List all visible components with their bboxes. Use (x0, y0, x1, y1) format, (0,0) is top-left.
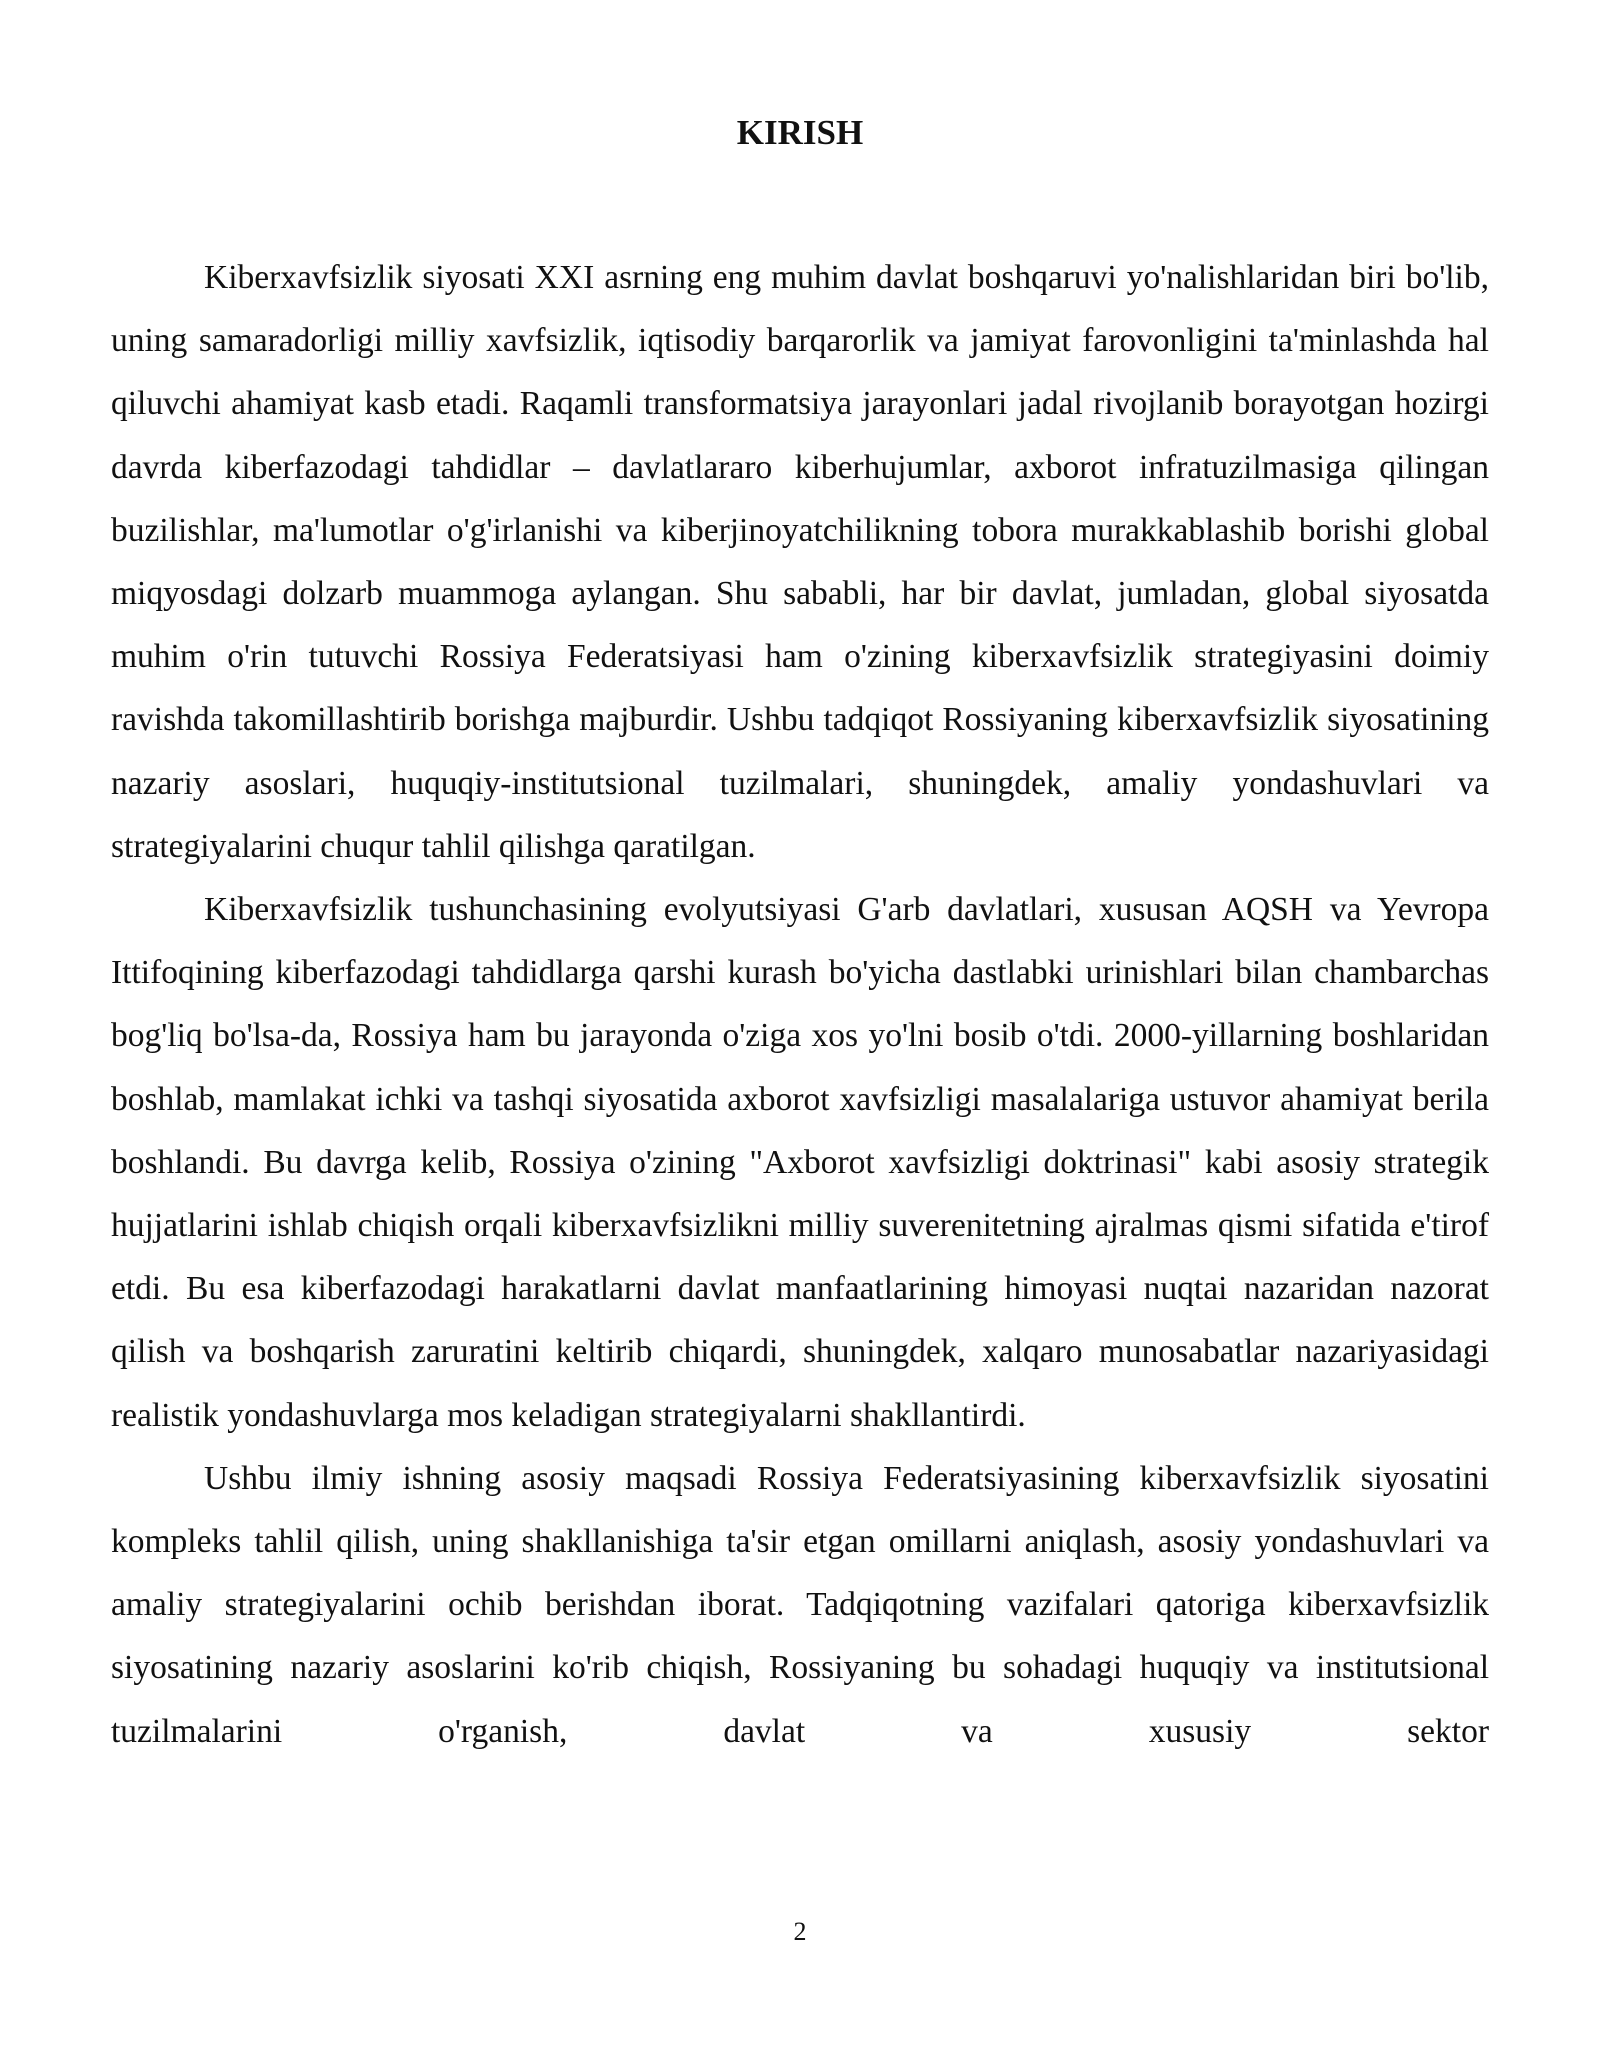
section-title: KIRISH (736, 113, 864, 152)
page-number: 2 (793, 1917, 807, 1946)
paragraph-evolution: Kiberxavfsizlik tushunchasining evolyutsiyasi G'arb davlatlari, xususan AQSH va Yevropa Ittifoqining kiberfazodagi tahdidlarga qarshi kurash bo'yicha dastlabki urinishlari bilan chambarchas bog'liq bo'lsa-da, Rossiya ham bu jarayonda o'ziga xos yo'lni bosib o'tdi. 2000-yillarning boshlaridan boshlab, mamlakat ichki va tashqi siyosatida axborot xavfsizligi masalalariga ustuvor ahamiyat berila boshlandi. Bu davrga kelib, Rossiya o'zining "Axborot xavfsizligi doktrinasi" kabi asosiy strategik hujjatlarini ishlab chiqish orqali kiberxavfsizlikni milliy suverenitetning ajralmas qismi sifatida e'tirof etdi. Bu esa kiberfazodagi harakatlarni davlat manfaatlarining himoyasi nuqtai nazaridan nazorat qilish va boshqarish zaruratini keltirib chiqardi, shuningdek, xalqaro munosabatlar nazariyasidagi realistik yondashuvlarga mos keladigan strategiyalarni shakllantirdi. (111, 891, 1489, 1434)
paragraph-goal: Ushbu ilmiy ishning asosiy maqsadi Rossiya Federatsiyasining kiberxavfsizlik siyosatini kompleks tahlil qilish, uning shakllanishiga ta'sir etgan omillarni aniqlash, asosiy yondashuvlari va amaliy strategiyalarini ochib berishdan iborat. Tadqiqotning vazifalari qatoriga kiberxavfsizlik siyosatining nazariy asoslarini ko'rib chiqish, Rossiyaning bu sohadagi huquqiy va institutsional tuzilmalarini o'rganish, davlat va xususiy sektor (111, 1459, 1489, 1750)
paragraph-intro: Kiberxavfsizlik siyosati XXI asrning eng muhim davlat boshqaruvi yo'nalishlaridan biri bo'lib, uning samaradorligi milliy xavfsizlik, iqtisodiy barqarorlik va jamiyat farovonligini ta'minlashda hal qiluvchi ahamiyat kasb etadi. Raqamli transformatsiya jarayonlari jadal rivojlanib borayotgan hozirgi davrda kiberfazodagi tahdidlar – davlatlararo kiberhujumlar, axborot infratuzilmasiga qilingan buzilishlar, ma'lumotlar o'g'irlanishi va kiberjinoyatchilikning tobora murakkablashib borishi global miqyosdagi dolzarb muammoga aylangan. Shu sababli, har bir davlat, jumladan, global siyosatda muhim o'rin tutuvchi Rossiya Federatsiyasi ham o'zining kiberxavfsizlik strategiyasini doimiy ravishda takomillashtirib borishga majburdir. Ushbu tadqiqot Rossiyaning kiberxavfsizlik siyosatining nazariy asoslari, huquqiy-institutsional tuzilmalari, shuningdek, amaliy yondashuvlari va strategiyalarini chuqur tahlil qilishga qaratilgan. (111, 259, 1489, 865)
body-text (111, 246, 1489, 1763)
